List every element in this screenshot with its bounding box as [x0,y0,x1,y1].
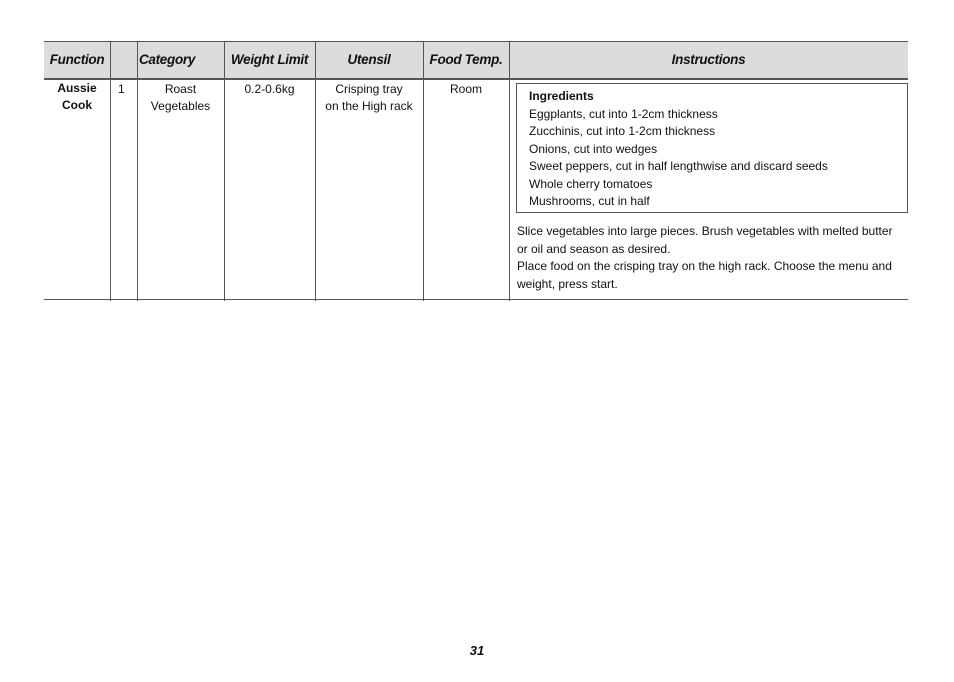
instruction-line: Place food on the crisping tray on the high rack. Choose the menu and [517,259,892,273]
table-bottom-rule [44,299,908,300]
instruction-line: Slice vegetables into large pieces. Brush vegetables with melted butter [517,224,893,238]
instruction-line: or oil and season as desired. [517,241,671,256]
utensil-line: Crisping tray [335,82,403,96]
function-cell [44,80,110,114]
category-name-cell [137,81,224,115]
ingredient-item: Onions, cut into wedges [529,141,658,156]
food-temp-cell: Room [449,82,482,96]
ingredient-item: Zucchinis, cut into 1-2cm thickness [529,124,716,138]
header-weight-limit: Weight Limit [230,52,309,67]
header-instructions: Instructions [671,52,746,67]
ingredients-box [516,83,908,213]
header-category: Category [138,52,196,67]
weight-limit-cell: 0.2-0.6kg [244,82,295,96]
ingredient-item: Eggplants, cut into 1-2cm thickness [529,106,718,121]
column-divider [509,41,510,301]
column-divider [423,41,424,301]
category-number: 1 [118,82,125,96]
header-function: Function [49,52,105,67]
column-divider [137,41,138,301]
column-divider [224,41,225,301]
utensil-cell [315,81,423,115]
category-line: Roast [164,82,197,96]
ingredient-item: Mushrooms, cut in half [529,194,650,208]
column-divider [110,41,111,301]
utensil-line: on the High rack [325,99,413,113]
instruction-line: weight, press start. [517,276,618,291]
page-number: 31 [469,643,485,658]
function-line: Aussie [57,81,97,95]
ingredient-item: Sweet peppers, cut in half lengthwise and discard seeds [529,159,828,173]
ingredient-item: Whole cherry tomatoes [529,176,653,191]
header-utensil: Utensil [347,52,391,67]
table-header [44,41,908,80]
function-line: Cook [62,98,92,112]
header-food-temp: Food Temp. [429,52,503,67]
ingredients-title: Ingredients [529,89,594,103]
instructions-text [517,223,902,293]
category-line: Vegetables [150,99,211,113]
column-divider [315,41,316,301]
